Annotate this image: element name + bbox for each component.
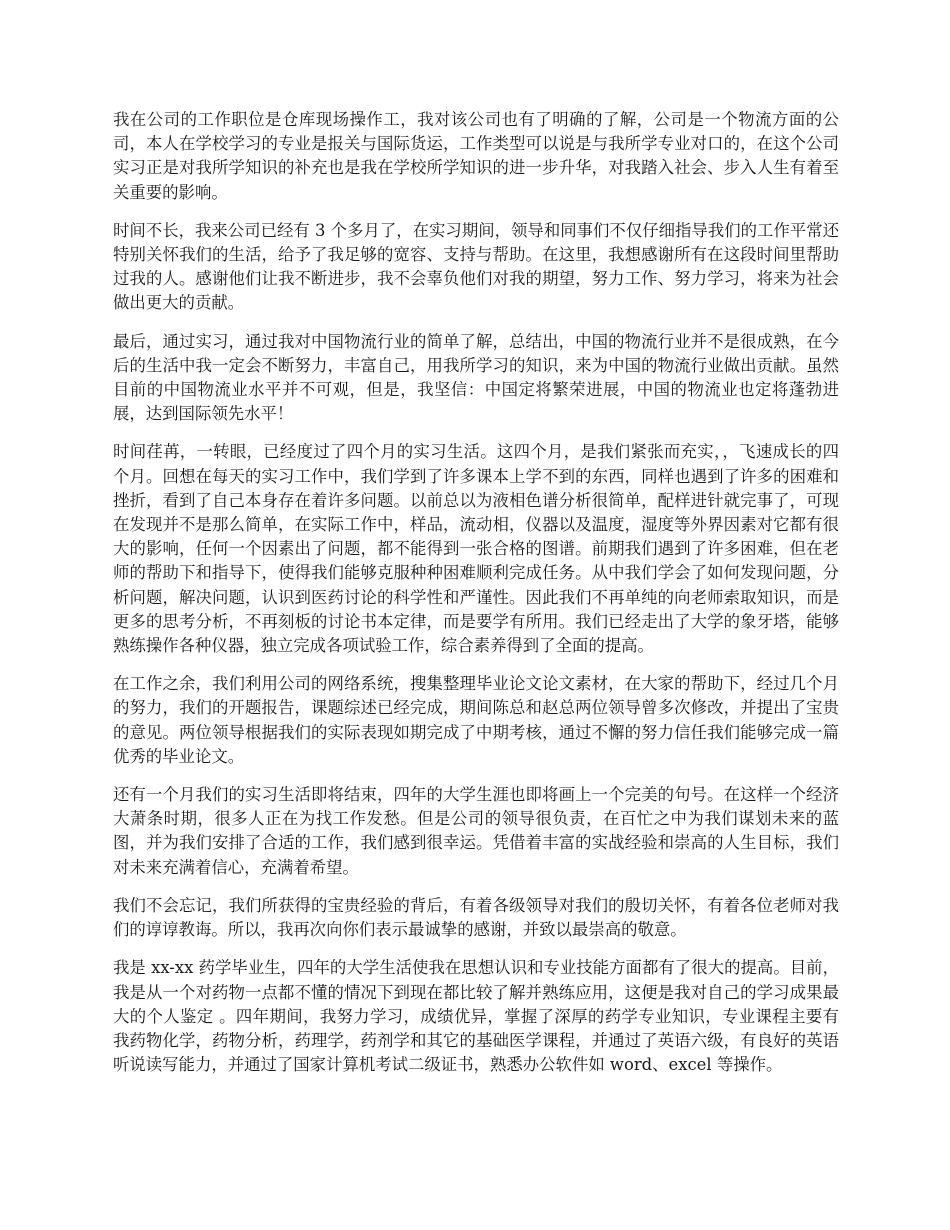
paragraph-7: 我们不会忘记，我们所获得的宝贵经验的背后，有着各级领导对我们的殷切关怀，有着各位老师对我们的谆谆教诲。所以，我再次向你们表示最诚挚的感谢，并致以最崇高的敬意。 — [113, 895, 839, 940]
paragraph-4: 时间荏苒，一转眼，已经度过了四个月的实习生活。这四个月，是我们紧张而充实，，飞速成长的四个月。回想在每天的实习工作中，我们学到了许多课本上学不到的东西，同样也遇到了许多的困难和挫折，看到了自己本身存在着许多问题。以前总以为液相色谱分析很简单，配样进针就完事了，可现在发现并不是那么简单，在实际工作中，样品，流动相，仪器以及温度，湿度等外界因素对它都有很大的影响，任何一个因素出了问题，都不能得到一张合格的图谱。前期我们遇到了许多困难，但在老师的帮助下和指导下，使得我们能够克服种种困难顺利完成任务。从中我们学会了如何发现问题，分析问题，解决问题，认识到医药讨论的科学性和严谨性。因此我们不再单纯的向老师索取知识，而是更多的思考分析，不再刻板的讨论书本定律，而是要学有所用。我们已经走出了大学的象牙塔，能够熟练操作各种仪器，独立完成各项试验工作，综合素养得到了全面的提高。 — [113, 442, 839, 656]
paragraph-2: 时间不长，我来公司已经有 3 个多月了，在实习期间，领导和同事们不仅仔细指导我们的工作平常还特别关怀我们的生活，给予了我足够的宽容、支持与帮助。在这里，我想感谢所有在这段时间里帮助过我的人。感谢他们让我不断进步，我不会辜负他们对我的期望，努力工作、努力学习，将来为社会做出更大的贡献。 — [113, 220, 839, 313]
paragraph-1: 我在公司的工作职位是仓库现场操作工，我对该公司也有了明确的了解，公司是一个物流方面的公司，本人在学校学习的专业是报关与国际货运，工作类型可以说是与我所学专业对口的，在这个公司实习正是对我所学知识的补充也是我在学校所学知识的进一步升华，对我踏入社会、步入人生有着至关重要的影响。 — [113, 110, 839, 202]
document-body — [113, 108, 839, 1091]
paragraph-8: 我是 xx-xx 药学毕业生，四年的大学生活使我在思想认识和专业技能方面都有了很大的提高。目前，我是从一个对药物一点都不懂的情况下到现在都比较了解并熟练应用，这便是我对自己的学习成果最大的个人鉴定 。四年期间，我努力学习，成绩优异，掌握了深厚的药学专业知识，专业课程主要有我药物化学，药物分析，药理学，药剂学和其它的基础医学课程，并通过了英语六级，有良好的英语听说读写能力，并通过了国家计算机考试二级证书，熟悉办公软件如 word、excel 等操作。 — [113, 958, 839, 1075]
paragraph-5: 在工作之余，我们利用公司的网络系统，搜集整理毕业论文论文素材，在大家的帮助下，经过几个月的努力，我们的开题报告，课题综述已经完成，期间陈总和赵总两位领导曾多次修改，并提出了宝贵的意见。两位领导根据我们的实际表现如期完成了中期考核，通过不懈的努力信任我们能够完成一篇优秀的毕业论文。 — [113, 674, 839, 766]
paragraph-6: 还有一个月我们的实习生活即将结束，四年的大学生涯也即将画上一个完美的句号。在这样一个经济大萧条时期，很多人正在为找工作发愁。但是公司的领导很负责，在百忙之中为我们谋划未来的蓝图，并为我们安排了合适的工作，我们感到很幸运。凭借着丰富的实战经验和崇高的人生目标，我们对未来充满着信心，充满着希望。 — [113, 785, 839, 877]
paragraph-3: 最后，通过实习，通过我对中国物流行业的简单了解，总结出，中国的物流行业并不是很成熟，在今后的生活中我一定会不断努力，丰富自己，用我所学习的知识，来为中国的物流行业做出贡献。虽然目前的中国物流业水平并不可观，但是，我坚信：中国定将繁荣进展，中国的物流业也定将蓬勃进展，达到国际领先水平！ — [113, 331, 839, 424]
